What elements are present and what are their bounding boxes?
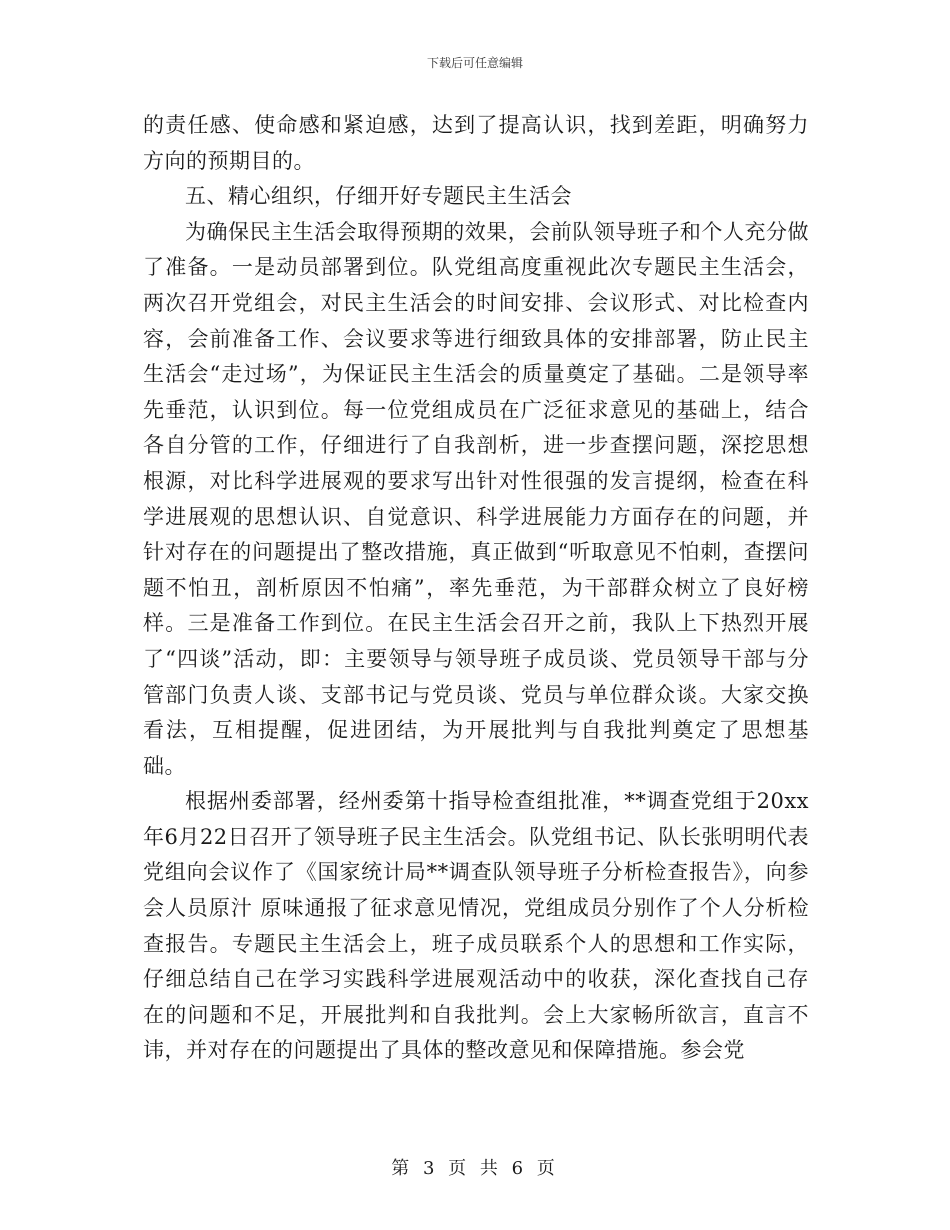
page-number: 第 3 页 共 6 页 (391, 1158, 559, 1179)
document-body (143, 108, 809, 1069)
section-heading: 五、精心组织，仔细开好专题民主生活会 (185, 184, 572, 209)
paragraph-continuation: 的责任感、使命感和紧迫感，达到了提高认识，找到差距，明确努力方向的预期目的。 (143, 113, 809, 173)
paragraph: 为确保民主生活会取得预期的效果，会前队领导班子和个人充分做了准备。一是动员部署到位。队党组高度重视此次专题民主生活会，两次召开党组会，对民主生活会的时间安排、会议形式、对比检查内容，会前准备工作、会议要求等进行细致具体的安排部署，防止民主生活会“走过场”，为保证民主生活会的质量奠定了基础。二是领导率先垂范，认识到位。每一位党组成员在广泛征求意见的基础上，结合各自分管的工作，仔细进行了自我剖析，进一步查摆问题，深挖思想根源，对比科学进展观的要求写出针对性很强的发言提纲，检查在科学进展观的思想认识、自觉意识、科学进展能力方面存在的问题，并针对存在的问题提出了整改措施，真正做到“听取意见不怕刺，查摆问题不怕丑，剖析原因不怕痛”，率先垂范，为干部群众树立了良好榜样。三是准备工作到位。在民主生活会召开之前，我队上下热烈开展了“四谈”活动，即：主要领导与领导班子成员谈、党员领导干部与分管部门负责人谈、支部书记与党员谈、党员与单位群众谈。大家交换看法，互相提醒，促进团结，为开展批判与自我批判奠定了思想基础。 (143, 219, 809, 778)
paragraph: 根据州委部署，经州委第十指导检查组批准，**调查党组于20xx年6月22日召开了领导班子民主生活会。队党组书记、队长张明明代表党组向会议作了《国家统计局**调查队领导班子分析检查报告》，向参会人员原汁 原味通报了征求意见情况，党组成员分别作了个人分析检查报告。专题民主生活会上，班子成员联系个人的思想和工作实际，仔细总结自己在学习实践科学进展观活动中的收获，深化查找自己存在的问题和不足，开展批判和自我批判。会上大家畅所欲言，直言不讳，并对存在的问题提出了具体的整改意见和保障措施。参会党 (143, 789, 809, 1063)
page-header: 下载后可任意编辑 (426, 56, 523, 70)
